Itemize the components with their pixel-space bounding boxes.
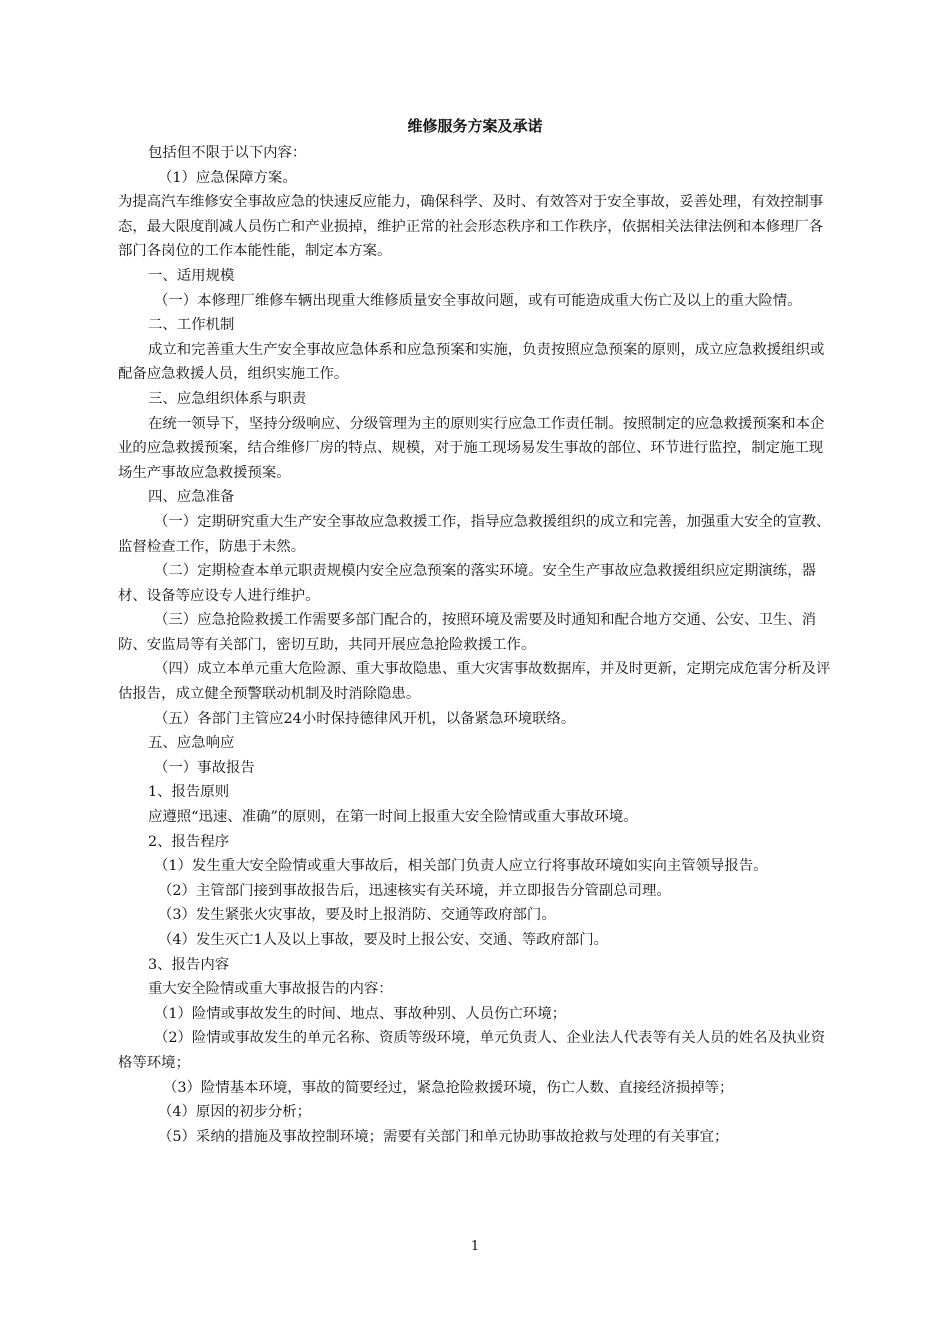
paragraph: 为提高汽车维修安全事故应急的快速反应能力，确保科学、及时、有效答对于安全事故，妥善处理，有效控制事态，最大限度削减人员伤亡和产业损掉，维护正常的社会形态秩序和工作秩序，依据相关法律法例和本修理厂各部门各岗位的工作本能性能，制定本方案。 [118, 194, 824, 260]
section-heading: 二、工作机制 [148, 317, 235, 334]
subsection-heading: 2、报告程序 [148, 833, 230, 850]
paragraph: （3）险情基本环境，事故的简要经过，紧急抢险救援环境，伤亡人数、直接经济损掉等； [163, 1079, 734, 1096]
paragraph: （1）发生重大安全险情或重大事故后，相关部门负责人应立行将事故环境如实向主管领导报告。 [154, 858, 768, 875]
subsection-heading: 1、报告原则 [148, 784, 230, 801]
paragraph: （2）险情或事故发生的单元名称、资质等级环境，单元负责人、企业法人代表等有关人员的姓名及执业资格等环境； [118, 1030, 826, 1071]
paragraph: 成立和完善重大生产安全事故应急体系和应急预案和实施，负责按照应急预案的原则，成立应急救援组织或配备应急救援人员，组织实施工作。 [118, 341, 825, 383]
paragraph: （3）发生紧张火灾事故，要及时上报消防、交通等政府部门。 [158, 907, 556, 924]
document-body [118, 141, 834, 1149]
paragraph: （四）成立本单元重大危险源、重大事故隐患、重大灾害事故数据库，并及时更新，定期完成危害分析及评估报告，成立健全预警联动机制及时消除隐患。 [118, 661, 831, 703]
paragraph: （1）应急保障方案。 [158, 169, 297, 186]
paragraph: （五）各部门主管应24小时保持德律风开机，以备紧急环境联络。 [154, 710, 576, 727]
subsection-heading: 3、报告内容 [148, 956, 230, 973]
paragraph: 重大安全险情或重大事故报告的内容： [148, 981, 393, 998]
subsection-heading: （一）事故报告 [154, 759, 255, 776]
paragraph: （三）应急抢险救援工作需要多部门配合的，按照环境及需要及时通知和配合地方交通、公安、卫生、消防、安监局等有关部门，密切互助，共同开展应急抢险救援工作。 [118, 612, 816, 653]
section-heading: 五、应急响应 [148, 735, 235, 752]
paragraph: （二）定期检查本单元职责规模内安全应急预案的落实环境。安全生产事故应急救援组织应定期演练，器材、设备等应设专人进行维护。 [118, 563, 816, 604]
paragraph: 应遵照“迅速、准确”的原则，在第一时间上报重大安全险情或重大事故环境。 [148, 809, 638, 826]
paragraph: （1）险情或事故发生的时间、地点、事故种别、人员伤亡环境； [154, 1005, 567, 1022]
paragraph: （一）本修理厂维修车辆出现重大维修质量安全事故问题，或有可能造成重大伤亡及以上的重大险情。 [154, 292, 802, 309]
paragraph: （2）主管部门接到事故报告后，迅速核实有关环境，并立即报告分管副总司理。 [158, 882, 671, 899]
section-heading: 一、适用规模 [148, 267, 235, 284]
section-heading: 四、应急准备 [148, 489, 235, 506]
section-heading: 三、应急组织体系与职责 [148, 390, 307, 407]
paragraph: （一）定期研究重大生产安全事故应急救援工作，指导应急救援组织的成立和完善，加强重大安全的宣教、监督检查工作，防患于未然。 [118, 513, 831, 555]
paragraph: （4）发生灭亡1人及以上事故，要及时上报公安、交通、等政府部门。 [158, 932, 609, 948]
document-title: 维修服务方案及承诺 [407, 117, 543, 135]
page-number: 1 [470, 1239, 480, 1254]
paragraph: 包括但不限于以下内容： [148, 145, 307, 161]
paragraph: （4）原因的初步分析； [158, 1104, 312, 1121]
paragraph: （5）采纳的措施及事故控制环境；需要有关部门和单元协助事故抢救与处理的有关事宜； [158, 1128, 729, 1145]
paragraph: 在统一领导下，坚持分级响应、分级管理为主的原则实行应急工作责任制。按照制定的应急救援预案和本企业的应急救援预案，结合维修厂房的特点、规模，对于施工现场易发生事故的部位、环节进行监控，制定施工现场生产事故应急救援预案。 [118, 415, 825, 481]
